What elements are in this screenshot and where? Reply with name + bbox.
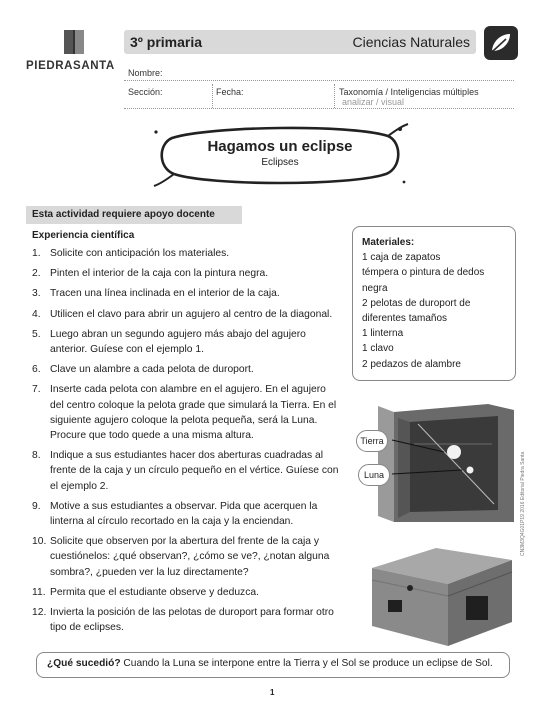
field-divider [212, 84, 213, 108]
closed-box-illustration [366, 538, 514, 648]
step-text: Clave un alambre a cada pelota de duroport. [50, 364, 254, 376]
step-number: 6. [32, 364, 41, 376]
step-number: 1. [32, 248, 41, 259]
step-number: 2. [32, 268, 41, 280]
list-item [32, 266, 342, 281]
earth-label-tag: Tierra [356, 430, 388, 452]
list-item [32, 327, 342, 357]
material-item: témpera o pintura de dedos negra [362, 267, 485, 294]
name-field-line[interactable] [124, 80, 514, 81]
title-splash-frame [150, 120, 410, 190]
list-item [32, 246, 342, 261]
material-item: 2 pedazos de alambre [362, 358, 461, 370]
list-item [32, 286, 342, 301]
open-box-illustration [358, 400, 518, 525]
step-number: 3. [32, 288, 41, 300]
subject-label: Ciencias Naturales [352, 34, 470, 50]
step-number: 5. [32, 328, 41, 340]
step-text: Permita que el estudiante observe y deduzca. [50, 586, 259, 598]
step-number: 11. [32, 586, 46, 598]
side-credit: CN3M3Q4G01P19 2016 Editorial Piedra Santa [520, 451, 526, 556]
step-number: 8. [32, 450, 41, 462]
list-item [32, 382, 342, 443]
book-logo-icon [62, 28, 86, 56]
leaf-icon [488, 30, 514, 56]
step-number: 7. [32, 384, 41, 396]
step-number: 4. [32, 308, 41, 320]
step-text: Tracen una línea inclinada en el interior de la caja. [50, 288, 280, 300]
date-field-label: Fecha: [216, 87, 244, 97]
step-number: 9. [32, 500, 41, 512]
step-text: Luego abran un segundo agujero más abajo del agujero anterior. Guíese con el ejemplo 1. [50, 328, 306, 356]
material-item: 1 clavo [362, 343, 394, 355]
subject-badge [484, 26, 518, 60]
list-item [32, 605, 342, 635]
list-item [32, 585, 342, 600]
step-text: Invierta la posición de las pelotas de duroport para formar otro tipo de eclipses. [50, 607, 334, 634]
list-item [32, 499, 342, 529]
steps-list [32, 246, 342, 640]
material-item: 1 caja de zapatos [362, 252, 441, 264]
step-text: Solicite que observen por la abertura del frente de la caja y cuestiónelos: ¿qué observan?, ¿cómo se ve?, ¿notan alguna sombra?, ¿pueden ver la luz directamente? [50, 536, 330, 578]
step-number: 10. [32, 536, 47, 548]
section-field-label: Sección: [128, 87, 163, 97]
step-number: 12. [32, 607, 47, 619]
page-title: Hagamos un eclipse [207, 138, 353, 155]
materials-heading: Materiales: [362, 237, 415, 248]
page-number: 1 [270, 688, 275, 697]
list-item [32, 534, 342, 580]
what-happened-question: ¿Qué sucedió? [47, 658, 121, 669]
moon-label-tag: Luna [358, 464, 390, 486]
step-text: Pinten el interior de la caja con la pintura negra. [50, 268, 269, 280]
list-item [32, 307, 342, 322]
page-subtitle: Eclipses [261, 157, 299, 168]
step-text: Solicite con anticipación los materiales. [50, 248, 230, 259]
experience-heading: Experiencia científica [32, 230, 135, 241]
step-text: Utilicen el clavo para abrir un agujero al centro de la diagonal. [50, 308, 333, 320]
step-text: Inserte cada pelota con alambre en el agujero. En el agujero del centro coloque la pelota grade que simulará la Tierra. En el siguiente agujero coloque la pelota pequeña, será la Luna. Procure que todo quede a una misma altura. [50, 384, 337, 442]
what-happened-answer: Cuando la Luna se interpone entre la Tierra y el Sol se produce un eclipse de Sol. [120, 658, 493, 669]
taxonomy-label: Taxonomía / Inteligencias múltiples [339, 87, 479, 97]
name-field-label: Nombre: [128, 68, 163, 78]
what-happened-box [36, 652, 510, 678]
step-text: Motive a sus estudiantes a observar. Pida que acerquen la linterna al círculo recortado en la caja y la enciendan. [50, 500, 318, 528]
list-item [32, 362, 342, 377]
logo-text: PIEDRASANTA [26, 60, 115, 72]
section-field-line[interactable] [124, 108, 514, 109]
teacher-support-notice: Esta actividad requiere apoyo docente [26, 206, 242, 224]
material-item: 1 linterna [362, 328, 404, 340]
taxonomy-values: analizar / visual [342, 97, 405, 107]
field-divider [334, 84, 335, 108]
list-item [32, 448, 342, 494]
grade-label: 3º primaria [130, 34, 203, 50]
materials-box [352, 226, 516, 381]
step-text: Indique a sus estudiantes hacer dos aberturas cuadradas al frente de la caja y un círculo pequeño en el vértice. Guíese con el ejemplo 2. [50, 450, 339, 492]
material-item: 2 pelotas de duroport de diferentes tamaños [362, 297, 471, 325]
